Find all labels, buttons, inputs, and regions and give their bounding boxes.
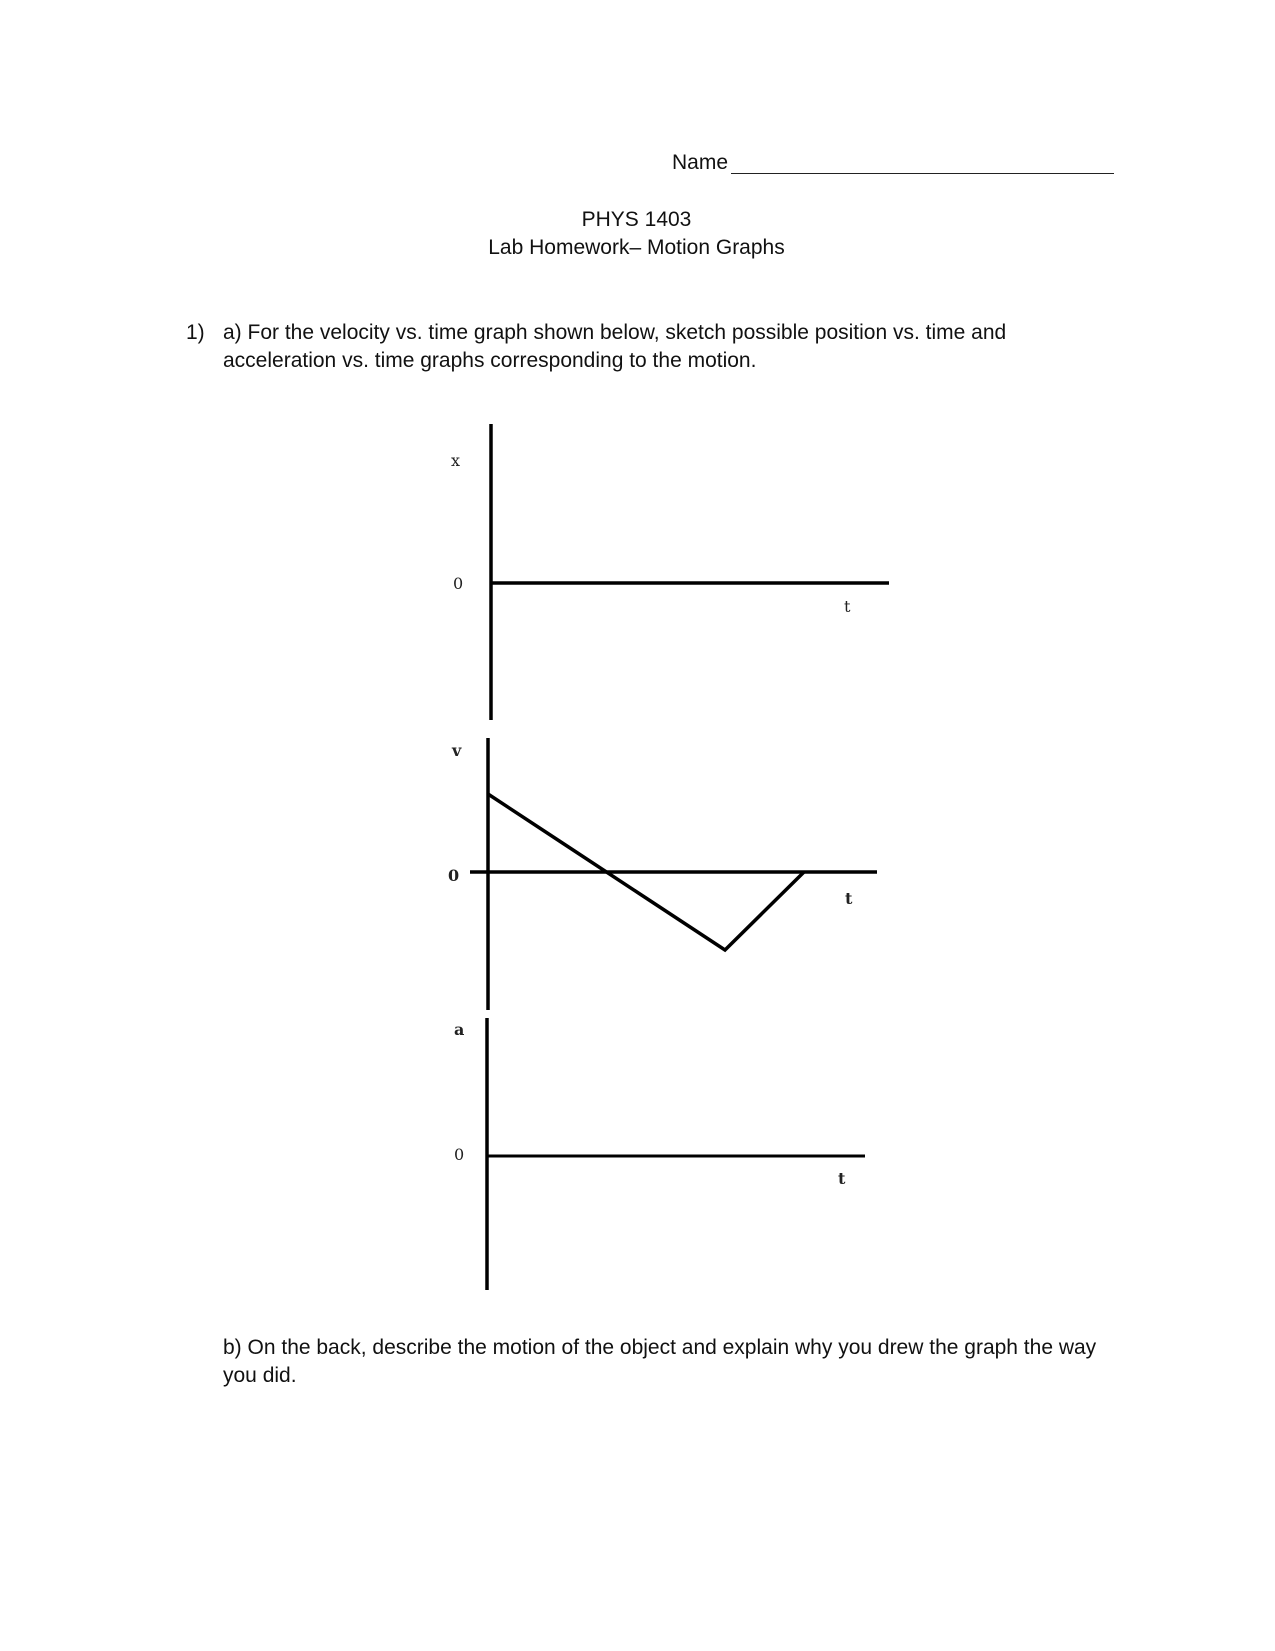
acceleration-graph[interactable] [487,1018,865,1290]
velocity-graph [470,738,877,1010]
question-number: 1) [186,321,205,344]
velocity-graph-y-label: v [452,741,462,760]
position-graph-y-label: x [451,451,461,470]
question-part-a-line-1: a) For the velocity vs. time graph shown below, sketch possible position vs. time and [223,321,1007,344]
question-part-a-line-2: acceleration vs. time graphs corresponding to the motion. [223,349,757,372]
position-graph-origin-label: 0 [453,574,464,593]
velocity-graph-origin-label: 0 [448,866,460,885]
acceleration-graph-y-label: a [454,1020,465,1039]
course-code: PHYS 1403 [581,208,692,231]
position-graph[interactable] [491,424,889,720]
acceleration-graph-t-label: t [838,1169,846,1188]
position-graph-t-label: t [844,597,851,616]
question-part-b-line-2: you did. [223,1364,297,1387]
question-part-b-line-1: b) On the back, describe the motion of the object and explain why you drew the graph the way [223,1336,1097,1359]
acceleration-graph-origin-label: 0 [454,1145,465,1164]
name-label: Name [672,151,729,174]
question-part-b [223,1334,1143,1390]
page-title: Lab Homework– Motion Graphs [488,236,785,259]
velocity-graph-t-label: t [845,889,853,908]
